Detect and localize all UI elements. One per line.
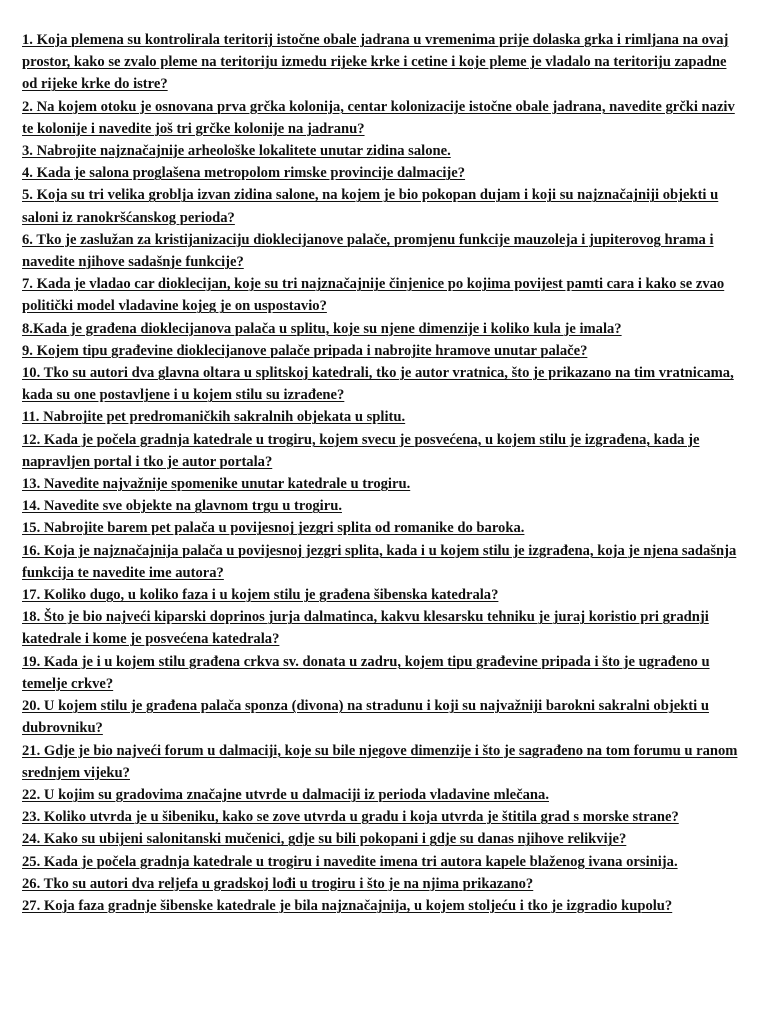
question-14: 14. Navedite sve objekte na glavnom trgu u trogiru.: [22, 498, 342, 515]
question-6: 6. Tko je zaslužan za kristijanizaciju dioklecijanove palače, promjenu funkcije mauzoleja i jupiterovog hrama i navedite njihove sadašnje funkcije?: [22, 231, 714, 271]
question-13: 13. Navedite najvažnije spomenike unutar katedrale u trogiru.: [22, 476, 411, 493]
question-12: 12. Kada je počela gradnja katedrale u trogiru, kojem svecu je posvećena, u kojem stilu je izgrađena, kada je napravljen portal i tko je autor portala?: [22, 431, 700, 470]
question-18: 18. Što je bio najveći kiparski doprinos jurja dalmatinca, kakvu klesarsku tehniku je juraj koristio pri gradnji katedrale i kome je posvećena katedrala?: [22, 609, 709, 648]
question-list: [22, 29, 744, 917]
question-3: 3. Nabrojite najznačajnije arheološke lokalitete unutar zidina salone.: [22, 143, 451, 160]
question-7: 7. Kada je vladao car dioklecijan, koje su tri najznačajnije činjenice po kojima povijest pamti cara i kako se zvao politički model vladavine kojeg je on uspostavio?: [22, 276, 725, 315]
question-11: 11. Nabrojite pet predromaničkih sakralnih objekata u splitu.: [22, 409, 406, 426]
question-16: 16. Koja je najznačajnija palača u povijesnoj jezgri splita, kada i u kojem stilu je izgrađena, koja je njena sadašnja funkcija te navedite ime autora?: [22, 542, 737, 581]
question-1: 1. Koja plemena su kontrolirala teritorij istočne obale jadrana u vremenima prije dolaska grka i rimljana na ovaj prostor, kako se zvalo pleme na teritoriju izmedu rijeke krke i cetine i koje pleme je vladalo na teritoriju zapadne od rijeke krke do istre?: [22, 32, 729, 93]
question-21: 21. Gdje je bio najveći forum u dalmaciji, koje su bile njegove dimenzije i što je sagrađeno na tom forumu u ranom srednjem vijeku?: [22, 742, 738, 781]
question-10: 10. Tko su autori dva glavna oltara u splitskoj katedrali, tko je autor vratnica, što je prikazano na tim vratnicama, kada su one postavljene i u kojem stilu su izrađene?: [22, 365, 734, 404]
question-8: 8.Kada je građena dioklecijanova palača u splitu, koje su njene dimenzije i koliko kula je imala?: [22, 320, 622, 337]
question-4: 4. Kada je salona proglašena metropolom rimske provincije dalmacije?: [22, 165, 466, 182]
question-25: 25. Kada je počela gradnja katedrale u trogiru i navedite imena tri autora kapele blaženog ivana orsinija.: [22, 853, 678, 870]
question-20: 20. U kojem stilu je građena palača sponza (divona) na stradunu i koji su najvažniji barokni sakralni objekti u dubrovniku?: [22, 698, 709, 737]
question-17: 17. Koliko dugo, u koliko faza i u kojem stilu je građena šibenska katedrala?: [22, 587, 499, 604]
question-24: 24. Kako su ubijeni salonitanski mučenici, gdje su bili pokopani i gdje su danas njihove relikvije?: [22, 831, 627, 848]
question-2: 2. Na kojem otoku je osnovana prva grčka kolonija, centar kolonizacije istočne obale jadrana, navedite grčki naziv te kolonije i navedite još tri grčke kolonije na jadranu?: [22, 98, 735, 137]
question-5: 5. Koja su tri velika groblja izvan zidina salone, na kojem je bio pokopan dujam i koji su najznačajniji objekti u saloni iz ranokršćanskog perioda?: [22, 187, 719, 226]
question-27: 27. Koja faza gradnje šibenske katedrale je bila najznačajnija, u kojem stoljeću i tko je izgradio kupolu?: [22, 897, 673, 914]
question-19: 19. Kada je i u kojem stilu građena crkva sv. donata u zadru, kojem tipu građevine pripada i što je ugrađeno u temelje crkve?: [22, 653, 710, 692]
question-15: 15. Nabrojite barem pet palača u povijesnoj jezgri splita od romanike do baroka.: [22, 520, 525, 537]
question-26: 26. Tko su autori dva reljefa u gradskoj lođi u trogiru i što je na njima prikazano?: [22, 875, 534, 892]
question-22: 22. U kojim su gradovima značajne utvrde u dalmaciji iz perioda vladavine mlečana.: [22, 786, 549, 803]
question-9: 9. Kojem tipu građevine dioklecijanove palače pripada i nabrojite hramove unutar palače?: [22, 342, 588, 359]
question-23: 23. Koliko utvrda je u šibeniku, kako se zove utvrda u gradu i koja utvrda je štitila grad s morske strane?: [22, 809, 679, 826]
